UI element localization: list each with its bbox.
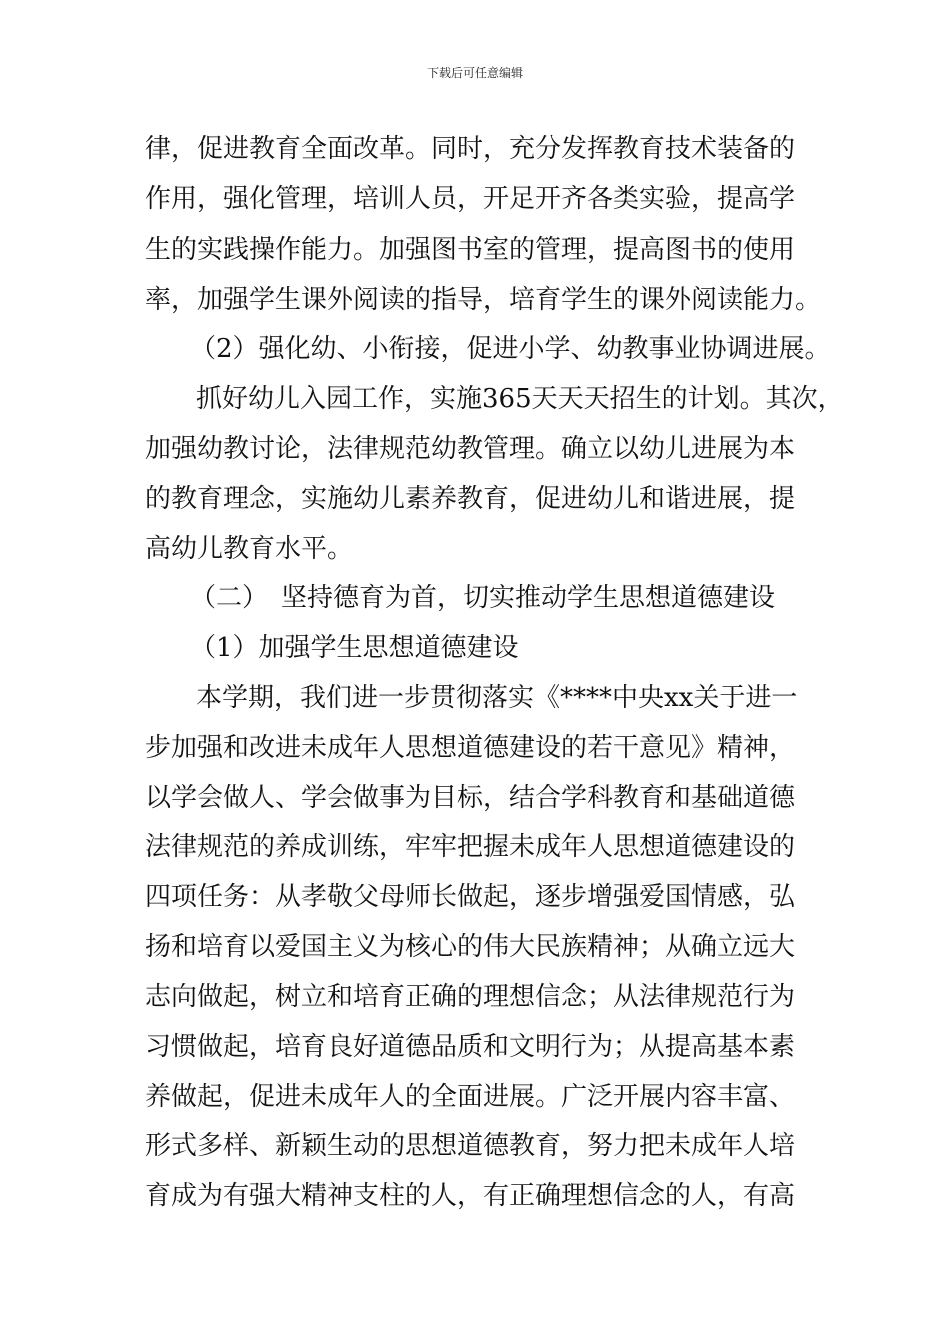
body-line: 以学会做人、学会做事为目标，结合学科教育和基础道德 [145,783,796,813]
body-line: 本学期，我们进一步贯彻落实《****中央xx关于进一 [196,683,798,713]
body-line: 高幼儿教育水平。 [145,534,354,564]
page-header: 下载后可任意编辑 [426,66,523,80]
body-line: 法律规范的养成训练，牢牢把握未成年人思想道德建设的 [145,832,796,862]
body-line: 加强幼教讨论，法律规范幼教管理。确立以幼儿进展为本 [145,434,796,464]
body-line: 生的实践操作能力。加强图书室的管理，提高图书的使用 [145,235,796,265]
body-line: 扬和培育以爱国主义为核心的伟大民族精神；从确立远大 [145,932,796,962]
body-line: 率，加强学生课外阅读的指导，培育学生的课外阅读能力。 [145,285,822,315]
body-line: 养做起，促进未成年人的全面进展。广泛开展内容丰富、 [145,1082,796,1112]
body-line: 律，促进教育全面改革。同时，充分发挥教育技术装备的 [145,134,796,164]
body-line: （2）强化幼、小衔接，促进小学、幼教事业协调进展。 [190,334,831,364]
subsection-heading: （1）加强学生思想道德建设 [190,633,519,663]
body-line: 习惯做起，培育良好道德品质和文明行为；从提高基本素 [145,1032,796,1062]
body-line: 志向做起，树立和培育正确的理想信念；从法律规范行为 [145,982,796,1012]
body-line: 作用，强化管理，培训人员，开足开齐各类实验，提高学 [145,184,796,214]
body-line: 抓好幼儿入园工作，实施365天天天招生的计划。其次， [196,384,844,414]
section-heading: （二） 坚持德育为首，切实推动学生思想道德建设 [190,583,776,613]
body-line: 形式多样、新颖生动的思想道德教育，努力把未成年人培 [145,1131,796,1161]
body-line: 四项任务：从孝敬父母师长做起，逐步增强爱国情感，弘 [145,882,796,912]
body-line: 步加强和改进未成年人思想道德建设的若干意见》精神， [145,733,796,763]
body-line: 的教育理念，实施幼儿素养教育，促进幼儿和谐进展，提 [145,484,796,514]
body-line: 育成为有强大精神支柱的人，有正确理想信念的人，有高 [145,1181,796,1211]
